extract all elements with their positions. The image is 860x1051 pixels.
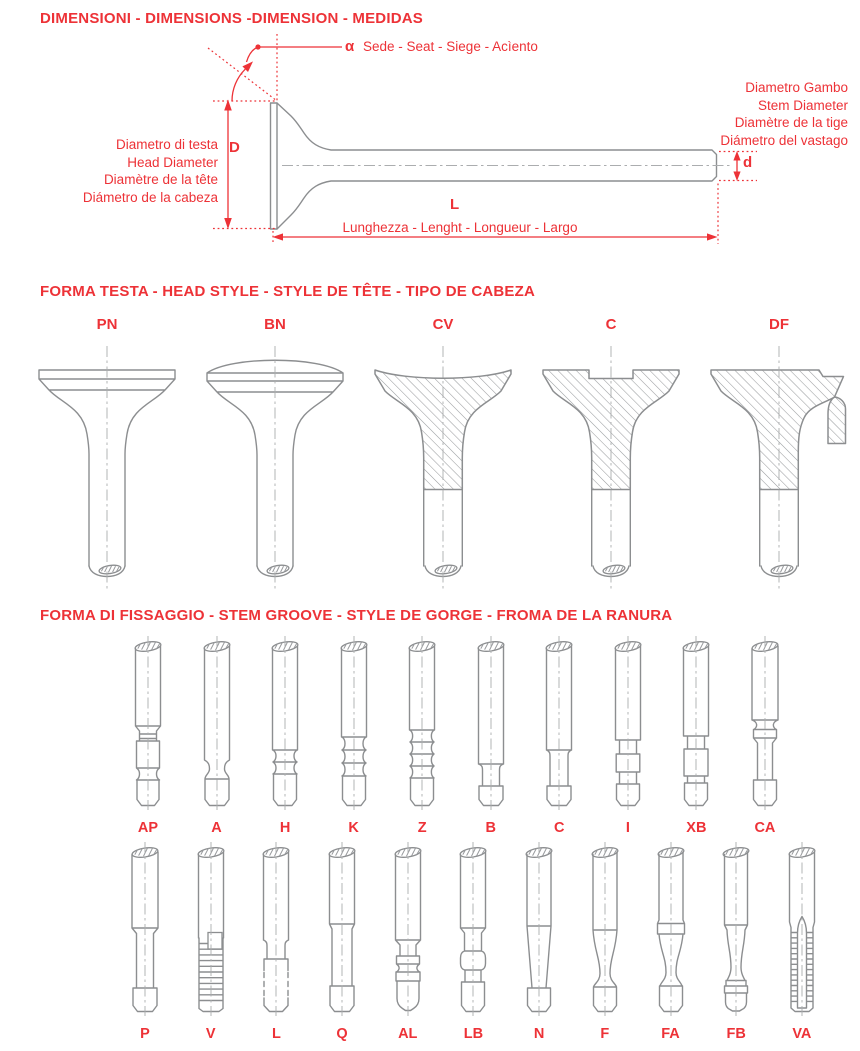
stem-groove-drawing-f (573, 840, 637, 1018)
stem-groove-drawing-va (770, 840, 834, 1018)
stem-groove-figure-i (596, 634, 660, 836)
length-label: Lunghezza - Lenght - Longueur - Largo (342, 220, 578, 235)
stem-groove-label-k: K (348, 820, 359, 836)
stem-groove-drawing-k (322, 634, 386, 812)
head-style-drawing-pn (23, 340, 191, 598)
stem-groove-drawing-lb (441, 840, 505, 1018)
stem-groove-figure-f (573, 840, 637, 1042)
stem-groove-figure-b (459, 634, 523, 836)
stem-groove-drawing-al (376, 840, 440, 1018)
stem-groove-drawing-ca (733, 634, 797, 812)
stem-groove-drawing-a (185, 634, 249, 812)
stem-diameter-line: Diamètre de la tige (734, 115, 848, 130)
head-style-figure-pn (23, 316, 191, 603)
seat-angle-symbol: α (345, 38, 355, 55)
stem-groove-drawing-c (527, 634, 591, 812)
stem-groove-label-p: P (140, 1026, 150, 1042)
stem-diameter-symbol: d (743, 154, 753, 171)
stem-grooves-row-2 (0, 840, 860, 1042)
stem-groove-label-ap: AP (137, 820, 159, 836)
head-styles-section-title: FORMA TESTA - HEAD STYLE - STYLE DE TÊTE - TIPO DE CABEZA (40, 283, 536, 300)
stem-groove-figure-ca (733, 634, 797, 836)
head-diameter-line: Diamètre de la tête (103, 172, 218, 187)
stem-groove-label-n: N (533, 1026, 545, 1042)
stem-diameter-label-block (720, 79, 848, 149)
head-style-figure-c (527, 316, 695, 603)
stem-groove-figure-lb (441, 840, 505, 1042)
head-style-drawing-df (695, 340, 860, 598)
stem-groove-figure-k (322, 634, 386, 836)
stem-groove-figure-v (179, 840, 243, 1042)
stem-groove-figure-h (253, 634, 317, 836)
stem-groove-figure-xb (664, 634, 728, 836)
stem-groove-figure-fa (639, 840, 703, 1042)
stem-groove-label-l: L (271, 1026, 281, 1042)
head-style-label-c: C (605, 316, 617, 333)
stem-groove-figure-q (310, 840, 374, 1042)
stem-groove-drawing-ap (116, 634, 180, 812)
head-diameter-line: Diámetro de la cabeza (82, 189, 218, 205)
head-diameter-line: Diametro di testa (115, 137, 218, 152)
stem-groove-figure-fb (704, 840, 768, 1042)
seat-label: Sede - Seat - Siege - Acìento (363, 39, 538, 54)
stem-groove-drawing-n (507, 840, 571, 1018)
dimensions-section-title: DIMENSIONI - DIMENSIONS -DIMENSION - MEDIDAS (40, 10, 423, 27)
stem-groove-figure-al (376, 840, 440, 1042)
stem-groove-label-xb: XB (686, 820, 707, 836)
stem-groove-drawing-l (244, 840, 308, 1018)
head-style-label-cv: CV (432, 316, 454, 333)
stem-groove-figure-va (770, 840, 834, 1042)
stem-groove-label-al: AL (398, 1026, 418, 1042)
length-symbol: L (450, 196, 460, 213)
stem-groove-label-a: A (211, 820, 222, 836)
stem-groove-drawing-p (113, 840, 177, 1018)
stem-groove-label-ca: CA (754, 820, 776, 836)
stem-groove-drawing-h (253, 634, 317, 812)
stem-groove-drawing-i (596, 634, 660, 812)
stem-groove-figure-l (244, 840, 308, 1042)
stem-groove-label-i: I (625, 820, 630, 836)
stem-groove-label-lb: LB (463, 1026, 484, 1042)
stem-groove-drawing-fb (704, 840, 768, 1018)
stem-groove-label-z: Z (417, 820, 427, 836)
stem-groove-label-f: F (600, 1026, 610, 1042)
stem-grooves-section-title: FORMA DI FISSAGGIO - STEM GROOVE - STYLE DE GORGE - FROMA DE LA RANURA (40, 607, 673, 624)
stem-diameter-line: Stem Diameter (757, 97, 848, 113)
head-styles-row (0, 316, 860, 603)
stem-diameter-line: Diametro Gambo (745, 80, 848, 95)
head-diameter-label-block (0, 136, 218, 206)
stem-groove-label-b: B (485, 820, 496, 836)
stem-groove-label-q: Q (336, 1026, 348, 1042)
head-style-drawing-c (527, 340, 695, 598)
stem-groove-drawing-z (390, 634, 454, 812)
head-style-label-bn: BN (264, 316, 286, 333)
stem-groove-drawing-v (179, 840, 243, 1018)
stem-groove-figure-p (113, 840, 177, 1042)
stem-groove-figure-a (185, 634, 249, 836)
stem-groove-drawing-fa (639, 840, 703, 1018)
stem-groove-label-c: C (554, 820, 565, 836)
stem-groove-label-v: V (205, 1026, 216, 1042)
head-style-label-pn: PN (96, 316, 118, 333)
stem-groove-drawing-b (459, 634, 523, 812)
head-style-figure-bn (191, 316, 359, 603)
stem-groove-figure-c (527, 634, 591, 836)
stem-groove-label-fa: FA (661, 1026, 680, 1042)
stem-groove-drawing-q (310, 840, 374, 1018)
stem-groove-drawing-xb (664, 634, 728, 812)
head-diameter-line: Head Diameter (127, 154, 218, 170)
stem-groove-figure-z (390, 634, 454, 836)
head-style-drawing-cv (359, 340, 527, 598)
head-style-figure-cv (359, 316, 527, 603)
stem-groove-figure-n (507, 840, 571, 1042)
head-style-label-df: DF (769, 316, 789, 333)
stem-groove-label-va: VA (792, 1026, 812, 1042)
stem-groove-label-h: H (279, 820, 291, 836)
stem-groove-label-fb: FB (726, 1026, 746, 1042)
stem-groove-figure-ap (116, 634, 180, 836)
head-diameter-symbol: D (229, 139, 240, 156)
head-style-figure-df (695, 316, 860, 603)
stem-grooves-row-1 (0, 634, 860, 836)
stem-diameter-line: Diámetro del vastago (720, 132, 848, 148)
head-style-drawing-bn (191, 340, 359, 598)
